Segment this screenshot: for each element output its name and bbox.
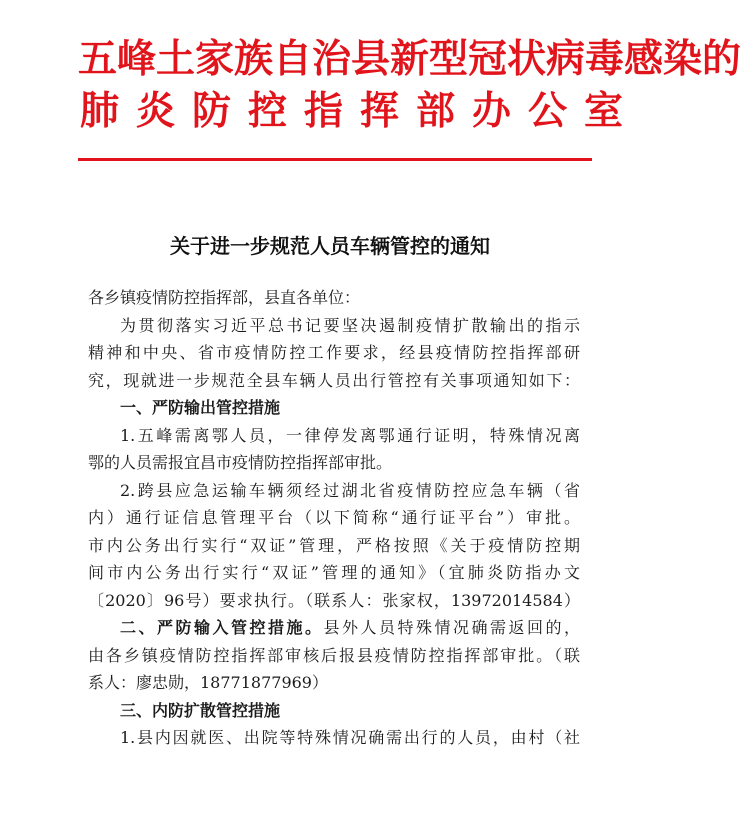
body-line: 间市内公务出行实行“双证”管理的通知》（宜肺炎防指办文 — [88, 563, 580, 582]
section-heading: 一、严防输出管控措施 — [120, 398, 281, 417]
body-line: 为贯彻落实习近平总书记要坚决遏制疫情扩散输出的指示 — [120, 315, 580, 335]
body-paragraphs — [88, 312, 580, 752]
body-line: 市内公务出行实行“双证”管理，严格按照《关于疫情防控期 — [88, 535, 580, 555]
body-line — [88, 614, 580, 642]
issuing-org-line-1: 五峰土家族自治县新型冠状病毒感染的 — [78, 36, 741, 82]
body-line: 2.跨县应急运输车辆须经过湖北省疫情防控应急车辆（省 — [120, 480, 580, 500]
salutation: 各乡镇疫情防控指挥部，县直各单位： — [88, 288, 361, 307]
issuing-org-line-2: 肺炎防控指挥部办公室 — [80, 88, 641, 134]
document-title: 关于进一步规范人员车辆管控的通知 — [170, 234, 490, 258]
body-line: 〔2020〕96号）要求执行。（联系人：张家权，13972014584） — [88, 590, 580, 610]
section-heading: 三、内防扩散管控措施 — [120, 700, 281, 720]
body-line: 内）通行证信息管理平台（以下简称“通行证平台”）审批。 — [88, 508, 580, 527]
red-header-divider — [78, 158, 592, 161]
body-line: 精神和中央、省市疫情防控工作要求，经县疫情防控指挥部研 — [88, 343, 580, 362]
body-line: 究，现就进一步规范全县车辆人员出行管控有关事项通知如下： — [88, 370, 580, 390]
section-heading-inline: 二、严防输入管控措施。 — [120, 618, 324, 637]
body-line: 1.县内因就医、出院等特殊情况确需出行的人员，由村（社 — [120, 728, 580, 747]
body-line: 由各乡镇疫情防控指挥部审核后报县疫情防控指挥部审批。（联 — [88, 645, 580, 665]
document-body — [88, 284, 580, 752]
body-line-text: 县外人员特殊情况确需返回的， — [323, 618, 580, 637]
body-line: 系人：廖忠勋，18771877969） — [88, 673, 328, 692]
body-line: 1.五峰需离鄂人员，一律停发离鄂通行证明，特殊情况离 — [120, 425, 580, 445]
body-line: 鄂的人员需报宜昌市疫情防控指挥部审批。 — [88, 453, 393, 472]
